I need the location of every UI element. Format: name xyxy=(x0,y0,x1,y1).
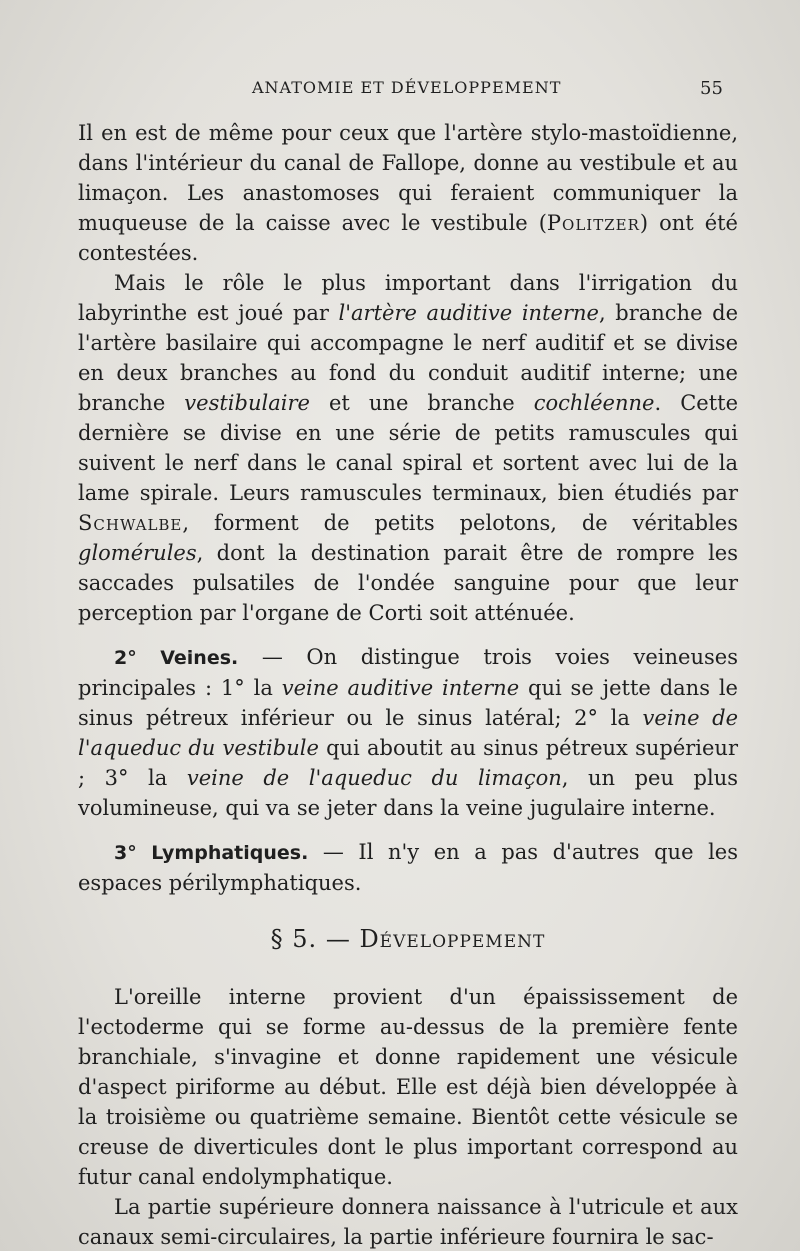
paragraph-lymphatiques xyxy=(78,837,738,898)
text-run: , forment de petits pelotons, de véritables xyxy=(182,511,738,535)
subsection-heading-veines: 2° Veines. xyxy=(114,647,239,669)
italic-term: cochléenne xyxy=(533,391,655,415)
author-name: Politzer xyxy=(546,211,640,235)
text-run: et une branche xyxy=(309,391,534,415)
italic-term: vestibulaire xyxy=(184,391,310,415)
section-heading: § 5. — Développement xyxy=(270,925,546,953)
text-run: , un peu plus volumineuse, qui va se jeter dans la veine jugulaire interne. xyxy=(78,766,738,820)
paragraph-development-1: L'oreille interne provient d'un épaississement de l'ectoderme qui se forme au-dessus de la première fente branchiale, s'invagine et donne rapidement une vésicule d'aspect piriforme au début. Elle est déjà bien développée à la troisième ou quatrième semaine. Bientôt cette vésicule se creuse de diverticules dont le plus important correspond au futur canal endolymphatique. xyxy=(78,985,738,1189)
italic-term: l'artère auditive interne xyxy=(338,301,599,325)
paragraph-stylo-mastoid xyxy=(78,118,738,268)
author-name: Schwalbe xyxy=(78,511,183,535)
italic-term: veine de l'aqueduc du vestibule xyxy=(78,706,738,760)
page-body xyxy=(78,118,738,1251)
paragraph-auditory-artery xyxy=(78,268,738,628)
text-run: ) ont été contestées. xyxy=(78,211,738,265)
paragraph-veines xyxy=(78,642,738,823)
text-run: Mais le rôle le plus important dans l'irrigation du labyrinthe est joué par xyxy=(78,271,738,325)
text-run: . Cette dernière se divise en une série de petits ramuscules qui suivent le nerf dans le canal spiral et sortent avec lui de la lame spirale. Leurs ramuscules terminaux, bien étudiés par xyxy=(78,391,738,505)
italic-term: glomérules xyxy=(78,541,197,565)
text-run: , dont la destination parait être de rompre les saccades pulsatiles de l'ondée sanguine pour que leur perception par l'organe de Corti soit atténuée. xyxy=(78,541,738,625)
italic-term: veine auditive interne xyxy=(281,676,520,700)
text-run: , branche de l'artère basilaire qui accompagne le nerf auditif et se divise en deux branches au fond du conduit auditif interne; une branche xyxy=(78,301,739,415)
italic-term: veine de l'aqueduc du limaçon xyxy=(186,766,562,790)
text-run: Il en est de même pour ceux que l'artère stylo-mastoïdienne, dans l'intérieur du canal de Fallope, donne au vestibule et au limaçon. Les anastomoses qui feraient communiquer la muqueuse de la caisse avec le vestibule ( xyxy=(78,121,738,235)
text-run: qui se jette dans le sinus pétreux inférieur ou le sinus latéral; 2° la xyxy=(78,676,738,730)
text-run: — Il n'y en a pas d'autres que les espaces périlymphatiques. xyxy=(78,840,738,895)
text-run: qui aboutit au sinus pétreux supérieur ; 3° la xyxy=(78,736,738,790)
text-run: — On distingue trois voies veineuses principales : 1° la xyxy=(78,645,738,700)
paragraph-development-2: La partie supérieure donnera naissance à l'utricule et aux canaux semi-circulaires, la partie inférieure fournira le sac- xyxy=(78,1195,738,1249)
running-title: ANATOMIE ET DÉVELOPPEMENT xyxy=(252,78,562,97)
subsection-heading-lymphatiques: 3° Lymphatiques. xyxy=(114,842,309,864)
page-number: 55 xyxy=(700,78,723,99)
page-header xyxy=(0,78,800,104)
